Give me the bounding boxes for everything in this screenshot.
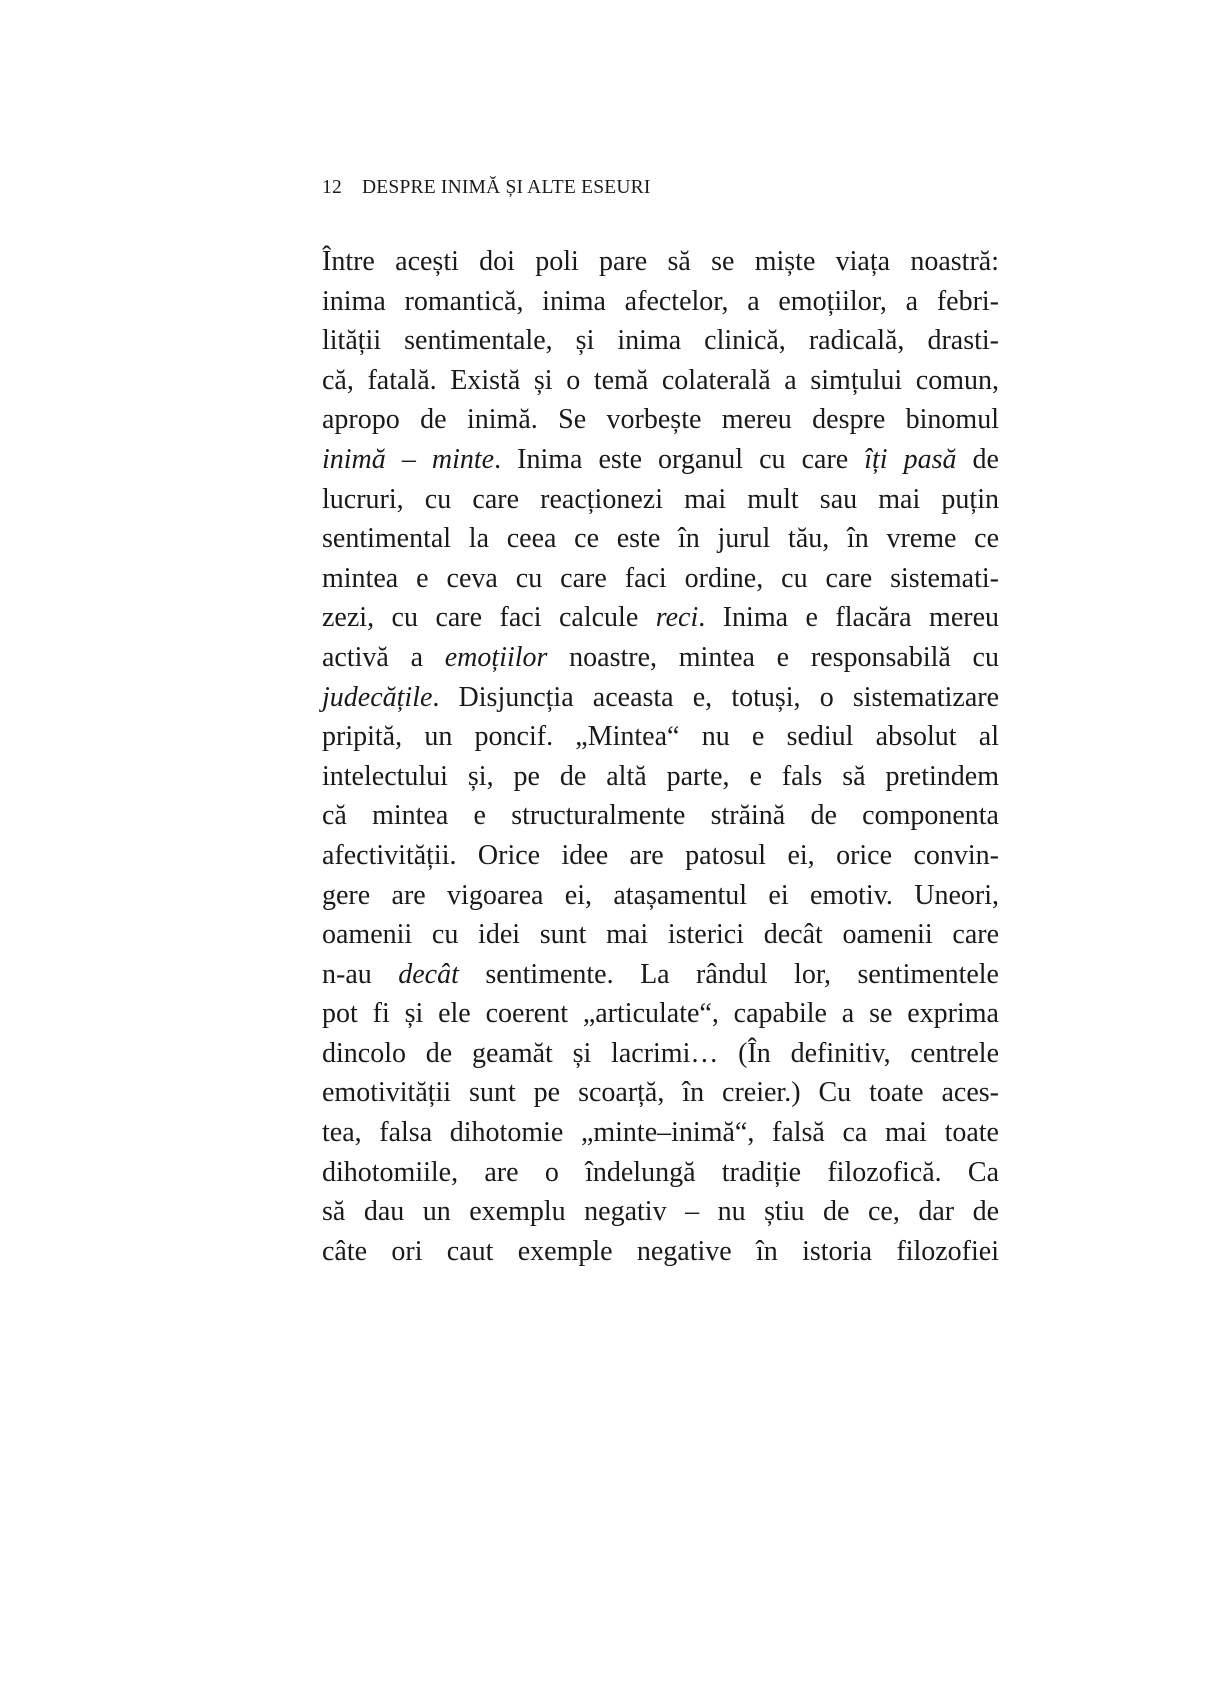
text-segment: inima romantică, inima afectelor, a emoțiilor, a febri-: [322, 285, 999, 317]
text-segment: lității sentimentale, și inima clinică, radicală, drasti-: [322, 325, 999, 357]
text-line: [322, 440, 999, 480]
text-segment: lucruri, cu care reacționezi mai mult sau mai puțin: [322, 483, 999, 515]
italic-text: decât: [398, 958, 459, 990]
italic-text: inimă – minte: [322, 443, 495, 475]
italic-text: îți pasă: [864, 443, 957, 475]
text-segment: zezi, cu care faci calcule: [322, 602, 656, 634]
text-line: [322, 1153, 999, 1193]
text-segment: . Disjuncția aceasta e, totuși, o sistematizare: [432, 681, 999, 713]
text-line: [322, 321, 999, 361]
text-segment: intelectului și, pe de altă parte, e fals să pretindem: [322, 760, 999, 792]
text-line: [322, 1192, 999, 1232]
text-line: [322, 1232, 999, 1272]
text-line: [322, 836, 999, 876]
text-segment: emotivității sunt pe scoarță, în creier.) Cu toate aces-: [322, 1077, 999, 1109]
text-line: [322, 559, 999, 599]
text-line: [322, 598, 999, 638]
italic-text: reci: [655, 602, 699, 634]
text-segment: Între acești doi poli pare să se miște viața noastră:: [322, 246, 999, 277]
text-line: [322, 1034, 999, 1074]
running-header: [322, 177, 651, 199]
text-segment: câte ori caut exemple negative în istoria filozofiei: [322, 1235, 999, 1267]
text-segment: pot fi și ele coerent „articulate“, capabile a se exprima: [322, 998, 999, 1030]
italic-text: emoțiilor: [444, 641, 548, 673]
text-segment: oamenii cu idei sunt mai isterici decât oamenii care: [322, 919, 999, 951]
text-segment: sentimente. La rândul lor, sentimentele: [458, 958, 999, 990]
text-segment: dincolo de geamăt și lacrimi… (În definitiv, centrele: [322, 1037, 999, 1069]
text-segment: să dau un exemplu negativ – nu știu de ce, dar de: [322, 1196, 999, 1228]
text-line: [322, 1113, 999, 1153]
text-segment: activă a: [322, 641, 445, 673]
text-segment: gere are vigoarea ei, atașamentul ei emotiv. Uneori,: [322, 879, 999, 911]
text-line: [322, 796, 999, 836]
text-line: [322, 678, 999, 718]
text-segment: pripită, un poncif. „Mintea“ nu e sediul absolut al: [322, 721, 999, 753]
text-segment: afectivității. Orice idee are patosul ei, orice convin-: [322, 839, 999, 871]
text-line: [322, 955, 999, 995]
text-line: [322, 480, 999, 520]
text-segment: noastre, mintea e responsabilă cu: [547, 641, 999, 673]
text-segment: . Inima este organul cu care: [494, 443, 865, 475]
text-segment: . Inima e flacăra mereu: [698, 602, 999, 634]
text-segment: sentimental la ceea ce este în jurul tău, în vreme ce: [322, 523, 999, 555]
text-line: [322, 915, 999, 955]
text-segment: apropo de inimă. Se vorbește mereu despre binomul: [322, 404, 999, 436]
text-line: [322, 876, 999, 916]
text-segment: de: [956, 443, 999, 475]
text-line: [322, 757, 999, 797]
page-number: 12: [322, 177, 342, 198]
text-line: [322, 519, 999, 559]
text-segment: n-au: [322, 958, 399, 990]
running-title: DESPRE INIMĂ ȘI ALTE ESEURI: [362, 177, 651, 198]
text-line: [322, 1073, 999, 1113]
text-segment: dihotomiile, are o îndelungă tradiție filozofică. Ca: [322, 1156, 999, 1188]
text-line: [322, 282, 999, 322]
text-line: [322, 242, 999, 282]
text-segment: că mintea e structuralmente străină de componenta: [322, 800, 999, 832]
text-line: [322, 400, 999, 440]
body-text: [322, 242, 999, 1271]
text-line: [322, 717, 999, 757]
text-line: [322, 361, 999, 401]
text-segment: mintea e ceva cu care faci ordine, cu care sistemati-: [322, 562, 999, 594]
text-line: [322, 994, 999, 1034]
text-line: [322, 638, 999, 678]
text-segment: că, fatală. Există și o temă colaterală a simțului comun,: [322, 364, 999, 396]
italic-text: judecățile: [322, 681, 433, 713]
text-segment: tea, falsa dihotomie „minte–inimă“, falsă ca mai toate: [322, 1117, 999, 1149]
